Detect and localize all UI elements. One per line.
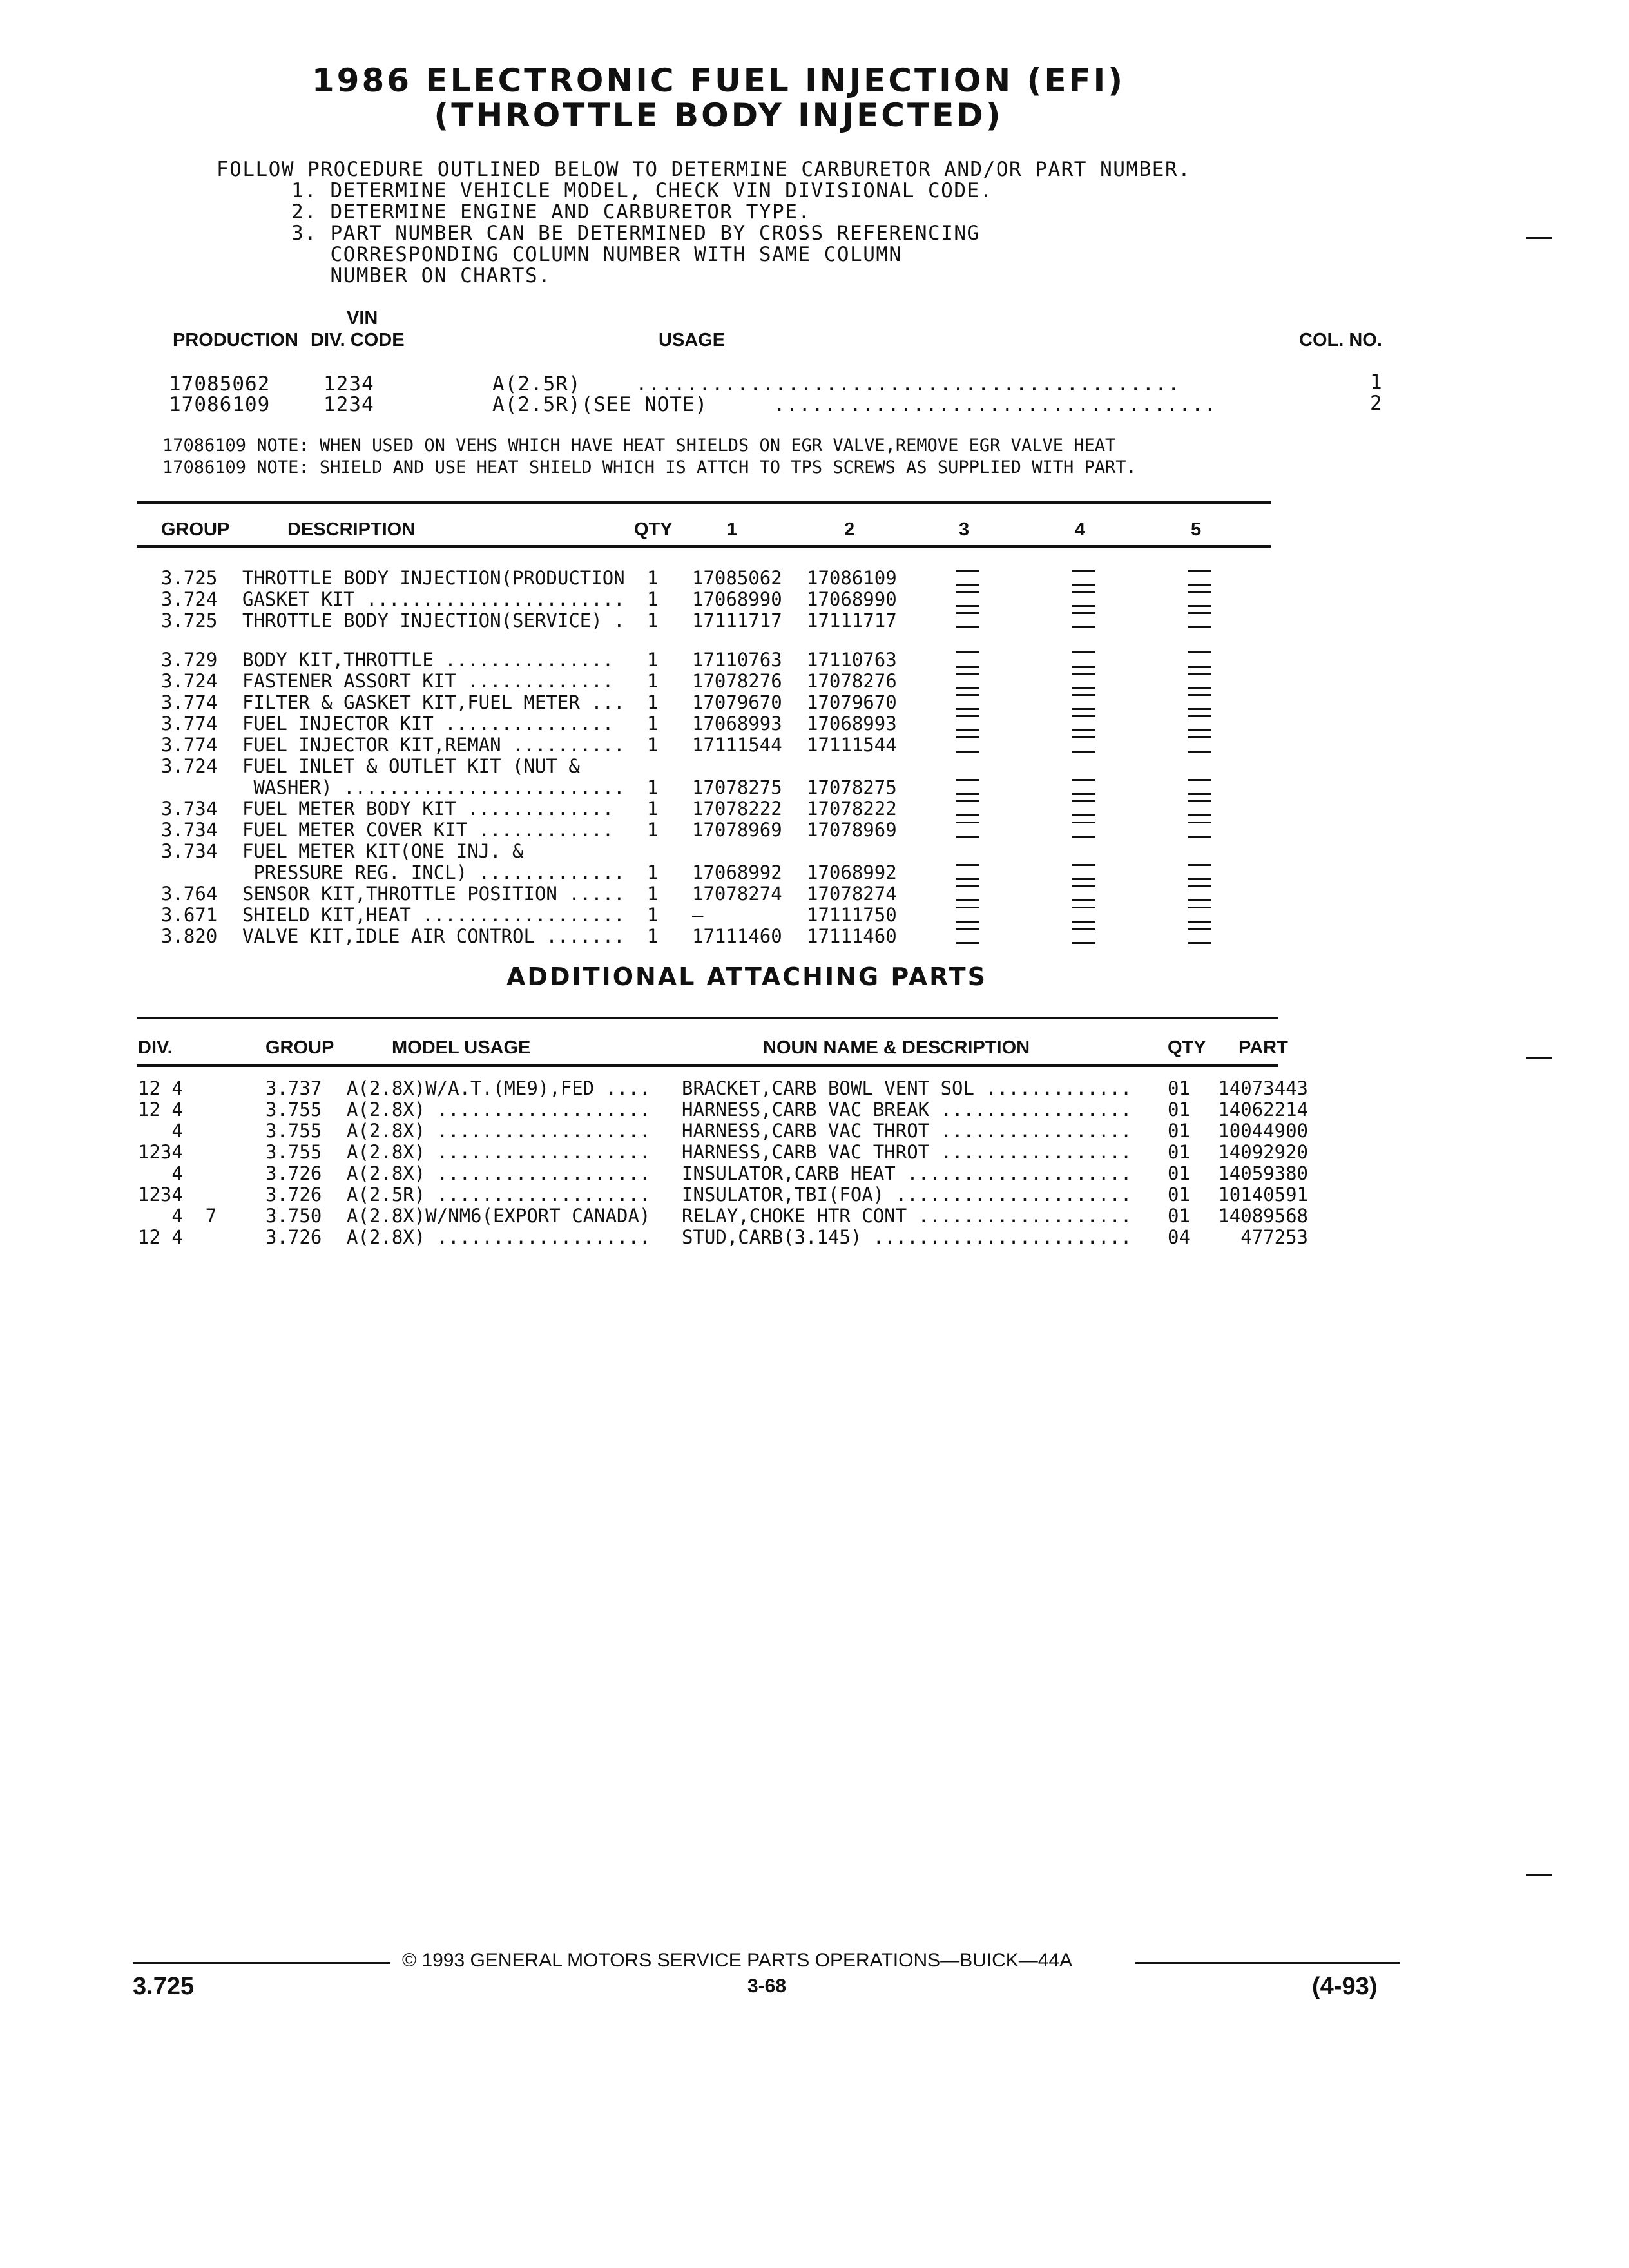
- instruction-step: NUMBER ON CHARTS.: [291, 264, 552, 287]
- noun-cell: HARNESS,CARB VAC BREAK .................: [682, 1099, 1132, 1120]
- not-applicable-dash: [1072, 921, 1095, 923]
- description-cell: FASTENER ASSORT KIT .............: [242, 670, 614, 692]
- noun-cell: RELAY,CHOKE HTR CONT ...................: [682, 1205, 1132, 1227]
- group-cell: 3.725: [161, 610, 218, 631]
- column-2-cell: 17079670: [807, 691, 897, 713]
- div-cell: 12 4: [138, 1077, 183, 1099]
- not-applicable-dash: [956, 907, 979, 908]
- description-cell: VALVE KIT,IDLE AIR CONTROL .......: [242, 925, 625, 947]
- div-cell: 4: [138, 1162, 183, 1184]
- not-applicable-dash: [1072, 751, 1095, 753]
- model-usage-cell: A(2.8X)W/NM6(EXPORT CANADA): [347, 1205, 651, 1227]
- group-cell: 3.726: [265, 1226, 322, 1248]
- footer-rule-right: [1135, 1962, 1400, 1964]
- noun-cell: HARNESS,CARB VAC THROT .................: [682, 1120, 1132, 1142]
- not-applicable-dash: [956, 584, 979, 586]
- not-applicable-dash: [1072, 673, 1095, 675]
- not-applicable-dash: [956, 942, 979, 944]
- qty-cell: 01: [1168, 1162, 1190, 1184]
- not-applicable-dash: [1072, 584, 1095, 586]
- column-1-cell: 17068993: [692, 713, 782, 735]
- not-applicable-dash: [956, 708, 979, 710]
- div-code: 1234: [323, 372, 374, 396]
- not-applicable-dash: [1072, 687, 1095, 689]
- not-applicable-dash: [1188, 694, 1211, 696]
- instruction-step: 2. DETERMINE ENGINE AND CARBURETOR TYPE.: [291, 200, 811, 224]
- not-applicable-dash: [956, 673, 979, 675]
- revision-date: (4-93): [1312, 1973, 1378, 2000]
- not-applicable-dash: [1188, 779, 1211, 781]
- group-cell: 3.750: [265, 1205, 322, 1227]
- vin-header: VIN: [347, 308, 378, 329]
- not-applicable-dash: [1188, 921, 1211, 923]
- additional-top-rule: [137, 1017, 1278, 1019]
- not-applicable-dash: [1072, 793, 1095, 795]
- column-5-header: 5: [1191, 519, 1202, 540]
- div-code-column-header: DIV. CODE: [311, 330, 405, 351]
- not-applicable-dash: [1188, 928, 1211, 930]
- description-cell: FILTER & GASKET KIT,FUEL METER ...: [242, 691, 625, 713]
- usage-column-header: USAGE: [659, 330, 726, 351]
- table-top-rule: [137, 501, 1271, 504]
- qty-cell: 1: [647, 713, 659, 735]
- group-column-header: GROUP: [265, 1037, 334, 1058]
- qty-cell: 01: [1168, 1077, 1190, 1099]
- description-cell: SENSOR KIT,THROTTLE POSITION .....: [242, 883, 625, 905]
- not-applicable-dash: [1188, 793, 1211, 795]
- not-applicable-dash: [956, 864, 979, 866]
- not-applicable-dash: [1188, 942, 1211, 944]
- dot-leader: ...................................: [773, 393, 1217, 416]
- not-applicable-dash: [956, 885, 979, 887]
- column-1-cell: 17078276: [692, 670, 782, 692]
- qty-cell: 1: [647, 883, 659, 905]
- div-cell: 1234: [138, 1141, 183, 1163]
- description-column-header: DESCRIPTION: [287, 519, 416, 540]
- not-applicable-dash: [1188, 822, 1211, 823]
- group-cell: 3.725: [161, 567, 218, 589]
- not-applicable-dash: [956, 836, 979, 838]
- column-1-cell: 17111544: [692, 734, 782, 756]
- not-applicable-dash: [956, 800, 979, 802]
- column-1-cell: —: [692, 904, 704, 926]
- not-applicable-dash: [1072, 626, 1095, 628]
- qty-cell: 1: [647, 691, 659, 713]
- description-cell: GASKET KIT .......................: [242, 588, 625, 610]
- not-applicable-dash: [1072, 878, 1095, 880]
- not-applicable-dash: [1072, 694, 1095, 696]
- column-2-cell: 17068993: [807, 713, 897, 735]
- qty-column-header: QTY: [634, 519, 673, 540]
- group-cell: 3.755: [265, 1141, 322, 1163]
- instruction-step: 3. PART NUMBER CAN BE DETERMINED BY CROSS REFERENCING: [291, 222, 980, 245]
- not-applicable-dash: [956, 822, 979, 823]
- not-applicable-dash: [1188, 687, 1211, 689]
- column-1-cell: 17078274: [692, 883, 782, 905]
- column-2-cell: 17068990: [807, 588, 897, 610]
- qty-cell: 1: [647, 610, 659, 631]
- column-2-cell: 17068992: [807, 861, 897, 883]
- part-cell: 14092920: [1218, 1141, 1308, 1163]
- column-2-cell: 17086109: [807, 567, 897, 589]
- column-2-cell: 17078276: [807, 670, 897, 692]
- not-applicable-dash: [1188, 814, 1211, 816]
- qty-cell: 1: [647, 588, 659, 610]
- group-cell: 3.671: [161, 904, 218, 926]
- qty-cell: 1: [647, 904, 659, 926]
- margin-mark: [1526, 1874, 1552, 1876]
- production-column-header: PRODUCTION: [173, 330, 298, 351]
- group-cell: 3.737: [265, 1077, 322, 1099]
- not-applicable-dash: [1072, 942, 1095, 944]
- not-applicable-dash: [956, 694, 979, 696]
- column-1-cell: 17078969: [692, 819, 782, 841]
- column-1-cell: 17068990: [692, 588, 782, 610]
- qty-column-header: QTY: [1168, 1037, 1206, 1058]
- group-cell: 3.726: [265, 1162, 322, 1184]
- production-number: 17086109: [169, 393, 271, 416]
- col-no: 1: [1370, 370, 1383, 394]
- page-number: 3-68: [747, 1975, 787, 1997]
- model-usage-cell: A(2.8X)W/A.T.(ME9),FED ....: [347, 1077, 651, 1099]
- footer-rule-left: [133, 1962, 390, 1964]
- not-applicable-dash: [1188, 605, 1211, 607]
- column-1-cell: 17068992: [692, 861, 782, 883]
- div-column-header: DIV.: [138, 1037, 173, 1058]
- div-cell: 4: [138, 1120, 183, 1142]
- model-usage-cell: A(2.5R) ...................: [347, 1184, 651, 1206]
- description-cell: THROTTLE BODY INJECTION(PRODUCTION: [242, 567, 625, 589]
- not-applicable-dash: [1072, 800, 1095, 802]
- column-2-cell: 17078969: [807, 819, 897, 841]
- group-cell: 3.734: [161, 840, 218, 862]
- group-cell: 3.734: [161, 819, 218, 841]
- margin-mark: [1526, 237, 1552, 239]
- not-applicable-dash: [1188, 836, 1211, 838]
- not-applicable-dash: [1072, 729, 1095, 731]
- not-applicable-dash: [1188, 899, 1211, 901]
- model-usage-cell: A(2.8X) ...................: [347, 1099, 651, 1120]
- footer-copyright: © 1993 GENERAL MOTORS SERVICE PARTS OPERATIONS—BUICK—44A: [402, 1950, 1073, 1971]
- not-applicable-dash: [1188, 673, 1211, 675]
- qty-cell: 1: [647, 567, 659, 589]
- not-applicable-dash: [1188, 729, 1211, 731]
- description-cell: BODY KIT,THROTTLE ...............: [242, 649, 614, 671]
- noun-cell: BRACKET,CARB BOWL VENT SOL .............: [682, 1077, 1132, 1099]
- noun-cell: HARNESS,CARB VAC THROT .................: [682, 1141, 1132, 1163]
- group-cell: 3.774: [161, 713, 218, 735]
- not-applicable-dash: [1188, 715, 1211, 717]
- not-applicable-dash: [1072, 591, 1095, 593]
- qty-cell: 01: [1168, 1120, 1190, 1142]
- part-cell: 14073443: [1218, 1077, 1308, 1099]
- not-applicable-dash: [1072, 885, 1095, 887]
- column-2-cell: 17078275: [807, 776, 897, 798]
- div-cell: 12 4: [138, 1226, 183, 1248]
- column-2-cell: 17111717: [807, 610, 897, 631]
- div-cell: 4 7: [138, 1205, 217, 1227]
- group-cell: 3.774: [161, 691, 218, 713]
- instruction-step: 1. DETERMINE VEHICLE MODEL, CHECK VIN DIVISIONAL CODE.: [291, 179, 993, 202]
- qty-cell: 1: [647, 798, 659, 820]
- part-column-header: PART: [1239, 1037, 1288, 1058]
- not-applicable-dash: [1072, 666, 1095, 668]
- description-cell: THROTTLE BODY INJECTION(SERVICE) .: [242, 610, 625, 631]
- qty-cell: 01: [1168, 1184, 1190, 1206]
- not-applicable-dash: [956, 751, 979, 753]
- column-2-cell: 17078222: [807, 798, 897, 820]
- page-title: 1986 ELECTRONIC FUEL INJECTION (EFI): [311, 62, 1126, 99]
- div-cell: 12 4: [138, 1099, 183, 1120]
- group-cell: 3.726: [265, 1184, 322, 1206]
- group-cell: 3.724: [161, 588, 218, 610]
- not-applicable-dash: [956, 605, 979, 607]
- column-1-cell: 17111717: [692, 610, 782, 631]
- not-applicable-dash: [956, 814, 979, 816]
- not-applicable-dash: [956, 651, 979, 653]
- qty-cell: 1: [647, 649, 659, 671]
- not-applicable-dash: [956, 729, 979, 731]
- not-applicable-dash: [956, 928, 979, 930]
- not-applicable-dash: [1072, 708, 1095, 710]
- div-cell: 1234: [138, 1184, 183, 1206]
- not-applicable-dash: [956, 570, 979, 572]
- page-subtitle: (THROTTLE BODY INJECTED): [434, 97, 1003, 134]
- qty-cell: 01: [1168, 1141, 1190, 1163]
- column-2-cell: 17111544: [807, 734, 897, 756]
- not-applicable-dash: [1188, 751, 1211, 753]
- group-column-header: GROUP: [161, 519, 230, 540]
- not-applicable-dash: [1072, 736, 1095, 738]
- noun-cell: STUD,CARB(3.145) .......................: [682, 1226, 1132, 1248]
- not-applicable-dash: [956, 687, 979, 689]
- column-1-header: 1: [727, 519, 738, 540]
- description-cell: FUEL INLET & OUTLET KIT (NUT &: [242, 755, 580, 777]
- not-applicable-dash: [1072, 814, 1095, 816]
- qty-cell: 1: [647, 776, 659, 798]
- not-applicable-dash: [1188, 570, 1211, 572]
- not-applicable-dash: [1072, 612, 1095, 614]
- column-2-cell: 17111750: [807, 904, 897, 926]
- production-note: 17086109 NOTE: WHEN USED ON VEHS WHICH HAVE HEAT SHIELDS ON EGR VALVE,REMOVE EGR VALVE HEAT: [162, 436, 1116, 456]
- instructions-intro: FOLLOW PROCEDURE OUTLINED BELOW TO DETERMINE CARBURETOR AND/OR PART NUMBER.: [217, 158, 1191, 181]
- dot-leader: ...........................................: [635, 372, 1181, 396]
- description-cell: FUEL INJECTOR KIT,REMAN ..........: [242, 734, 625, 756]
- col-no-column-header: COL. NO.: [1299, 330, 1382, 351]
- not-applicable-dash: [1188, 736, 1211, 738]
- description-cell: WASHER) .........................: [242, 776, 625, 798]
- part-cell: 14062214: [1218, 1099, 1308, 1120]
- qty-cell: 1: [647, 819, 659, 841]
- description-cell: FUEL METER BODY KIT .............: [242, 798, 614, 820]
- not-applicable-dash: [1188, 666, 1211, 668]
- column-2-header: 2: [844, 519, 855, 540]
- model-usage-cell: A(2.8X) ...................: [347, 1120, 651, 1142]
- not-applicable-dash: [1188, 907, 1211, 908]
- not-applicable-dash: [956, 779, 979, 781]
- column-4-header: 4: [1075, 519, 1086, 540]
- column-1-cell: 17110763: [692, 649, 782, 671]
- not-applicable-dash: [956, 793, 979, 795]
- column-1-cell: 17078275: [692, 776, 782, 798]
- qty-cell: 04: [1168, 1226, 1190, 1248]
- not-applicable-dash: [956, 612, 979, 614]
- part-cell: 477253: [1240, 1226, 1308, 1248]
- model-usage-cell: A(2.8X) ...................: [347, 1141, 651, 1163]
- group-cell: 3.764: [161, 883, 218, 905]
- part-cell: 10140591: [1218, 1184, 1308, 1206]
- qty-cell: 01: [1168, 1205, 1190, 1227]
- section-heading: ADDITIONAL ATTACHING PARTS: [506, 963, 987, 991]
- model-usage-column-header: MODEL USAGE: [392, 1037, 531, 1058]
- group-cell: 3.755: [265, 1099, 322, 1120]
- section-number: 3.725: [133, 1973, 195, 2000]
- usage: A(2.5R)(SEE NOTE): [492, 393, 708, 416]
- group-cell: 3.724: [161, 755, 218, 777]
- part-cell: 10044900: [1218, 1120, 1308, 1142]
- qty-cell: 1: [647, 861, 659, 883]
- not-applicable-dash: [956, 715, 979, 717]
- not-applicable-dash: [1072, 928, 1095, 930]
- qty-cell: 1: [647, 734, 659, 756]
- usage: A(2.5R): [492, 372, 581, 396]
- column-2-cell: 17111460: [807, 925, 897, 947]
- not-applicable-dash: [1072, 907, 1095, 908]
- group-cell: 3.724: [161, 670, 218, 692]
- description-cell: FUEL METER COVER KIT ............: [242, 819, 614, 841]
- column-2-cell: 17110763: [807, 649, 897, 671]
- group-cell: 3.755: [265, 1120, 322, 1142]
- not-applicable-dash: [1072, 836, 1095, 838]
- column-2-cell: 17078274: [807, 883, 897, 905]
- part-cell: 14089568: [1218, 1205, 1308, 1227]
- column-1-cell: 17078222: [692, 798, 782, 820]
- description-cell: PRESSURE REG. INCL) .............: [242, 861, 625, 883]
- not-applicable-dash: [1072, 570, 1095, 572]
- not-applicable-dash: [1188, 612, 1211, 614]
- not-applicable-dash: [956, 921, 979, 923]
- column-1-cell: 17085062: [692, 567, 782, 589]
- not-applicable-dash: [956, 666, 979, 668]
- not-applicable-dash: [1072, 605, 1095, 607]
- model-usage-cell: A(2.8X) ...................: [347, 1226, 651, 1248]
- margin-mark: [1526, 1057, 1552, 1059]
- not-applicable-dash: [1188, 584, 1211, 586]
- not-applicable-dash: [1188, 591, 1211, 593]
- part-cell: 14059380: [1218, 1162, 1308, 1184]
- instruction-step: CORRESPONDING COLUMN NUMBER WITH SAME COLUMN: [291, 243, 902, 266]
- group-cell: 3.774: [161, 734, 218, 756]
- not-applicable-dash: [1072, 715, 1095, 717]
- not-applicable-dash: [1188, 708, 1211, 710]
- not-applicable-dash: [1188, 864, 1211, 866]
- not-applicable-dash: [1188, 626, 1211, 628]
- table-header-rule: [137, 545, 1271, 548]
- not-applicable-dash: [956, 736, 979, 738]
- column-1-cell: 17111460: [692, 925, 782, 947]
- column-1-cell: 17079670: [692, 691, 782, 713]
- not-applicable-dash: [1072, 779, 1095, 781]
- noun-cell: INSULATOR,TBI(FOA) .....................: [682, 1184, 1132, 1206]
- description-cell: SHIELD KIT,HEAT ..................: [242, 904, 625, 926]
- not-applicable-dash: [1072, 651, 1095, 653]
- not-applicable-dash: [1072, 899, 1095, 901]
- not-applicable-dash: [1072, 822, 1095, 823]
- col-no: 2: [1370, 392, 1383, 415]
- not-applicable-dash: [1188, 651, 1211, 653]
- noun-column-header: NOUN NAME & DESCRIPTION: [763, 1037, 1030, 1058]
- additional-header-rule: [137, 1064, 1278, 1067]
- description-cell: FUEL METER KIT(ONE INJ. &: [242, 840, 524, 862]
- not-applicable-dash: [1188, 878, 1211, 880]
- qty-cell: 1: [647, 925, 659, 947]
- not-applicable-dash: [956, 899, 979, 901]
- noun-cell: INSULATOR,CARB HEAT ....................: [682, 1162, 1132, 1184]
- not-applicable-dash: [1188, 800, 1211, 802]
- group-cell: 3.734: [161, 798, 218, 820]
- group-cell: 3.820: [161, 925, 218, 947]
- not-applicable-dash: [1188, 885, 1211, 887]
- not-applicable-dash: [956, 626, 979, 628]
- model-usage-cell: A(2.8X) ...................: [347, 1162, 651, 1184]
- qty-cell: 01: [1168, 1099, 1190, 1120]
- group-cell: 3.729: [161, 649, 218, 671]
- qty-cell: 1: [647, 670, 659, 692]
- production-number: 17085062: [169, 372, 271, 396]
- not-applicable-dash: [956, 591, 979, 593]
- not-applicable-dash: [956, 878, 979, 880]
- production-note: 17086109 NOTE: SHIELD AND USE HEAT SHIELD WHICH IS ATTCH TO TPS SCREWS AS SUPPLIED WITH PART.: [162, 457, 1137, 477]
- not-applicable-dash: [1072, 864, 1095, 866]
- description-cell: FUEL INJECTOR KIT ...............: [242, 713, 614, 735]
- div-code: 1234: [323, 393, 374, 416]
- column-3-header: 3: [959, 519, 970, 540]
